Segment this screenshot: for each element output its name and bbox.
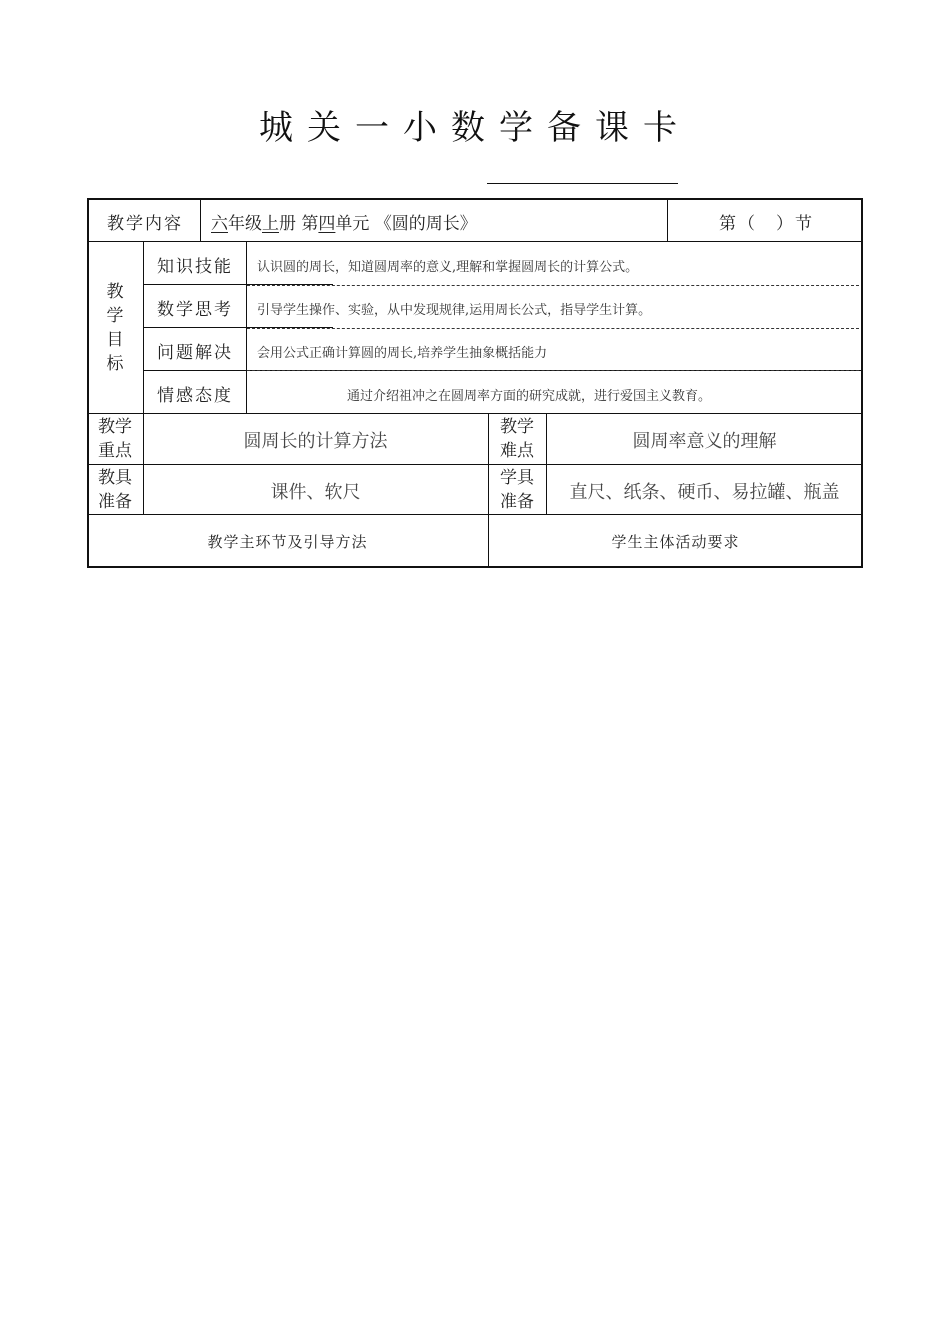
lesson-title: 《圆的周长》 [374,214,477,234]
section-number: 第（ ）节 [719,214,814,234]
unit-value: 四 [318,214,336,234]
key-point-value: 圆周长的计算方法 [243,431,388,452]
row-divider [87,514,863,515]
row-divider [87,413,863,414]
column-divider [246,241,247,413]
teaching-steps-header: 教学主环节及引导方法 [207,533,368,551]
student-activity-header: 学生主体活动要求 [611,533,740,551]
dashed-separator [247,328,859,329]
dashed-separator [247,370,859,371]
objective-label-problem-solving: 问题解决 [157,343,233,363]
teacher-materials-label: 教具准备 [98,468,132,512]
objective-text-problem-solving: 会用公式正确计算圆的周长,培养学生抽象概括能力 [257,346,548,361]
objective-text-attitude: 通过介绍祖冲之在圆周率方面的研究成就，进行爱国主义教育。 [347,389,712,404]
objective-text-knowledge: 认识圆的周长，知道圆周率的意义,理解和掌握圆周长的计算公式。 [257,260,639,275]
difficulty-value: 圆周率意义的理解 [632,431,777,452]
row-divider [87,241,863,242]
student-materials-label: 学具准备 [500,468,534,512]
objectives-group-label: 教学目标 [106,282,124,374]
volume-value: 上 [262,214,279,234]
dashed-separator [247,285,859,286]
content-label: 教学内容 [107,214,183,234]
student-materials-value: 直尺、纸条、硬币、易拉罐、瓶盖 [569,482,840,503]
objective-label-knowledge: 知识技能 [157,257,233,277]
title-underline [487,183,678,184]
objective-label-attitude: 情感态度 [157,386,233,406]
page-title: 城关一小数学备课卡 [259,108,691,148]
column-divider [200,198,201,241]
difficulty-label: 教学难点 [500,417,534,461]
column-divider [667,198,668,241]
key-point-label: 教学重点 [98,417,132,461]
row-divider [87,464,863,465]
objective-text-thinking: 引导学生操作、实验，从中发现规律,运用周长公式，指导学生计算。 [257,303,652,318]
grade-value: 六 [211,214,228,234]
column-divider [143,241,144,514]
lesson-content: 六年级上册 第四单元 《圆的周长》 [211,214,477,234]
lesson-card [87,198,863,567]
teacher-materials-value: 课件、软尺 [270,482,361,503]
objective-label-thinking: 数学思考 [157,300,233,320]
